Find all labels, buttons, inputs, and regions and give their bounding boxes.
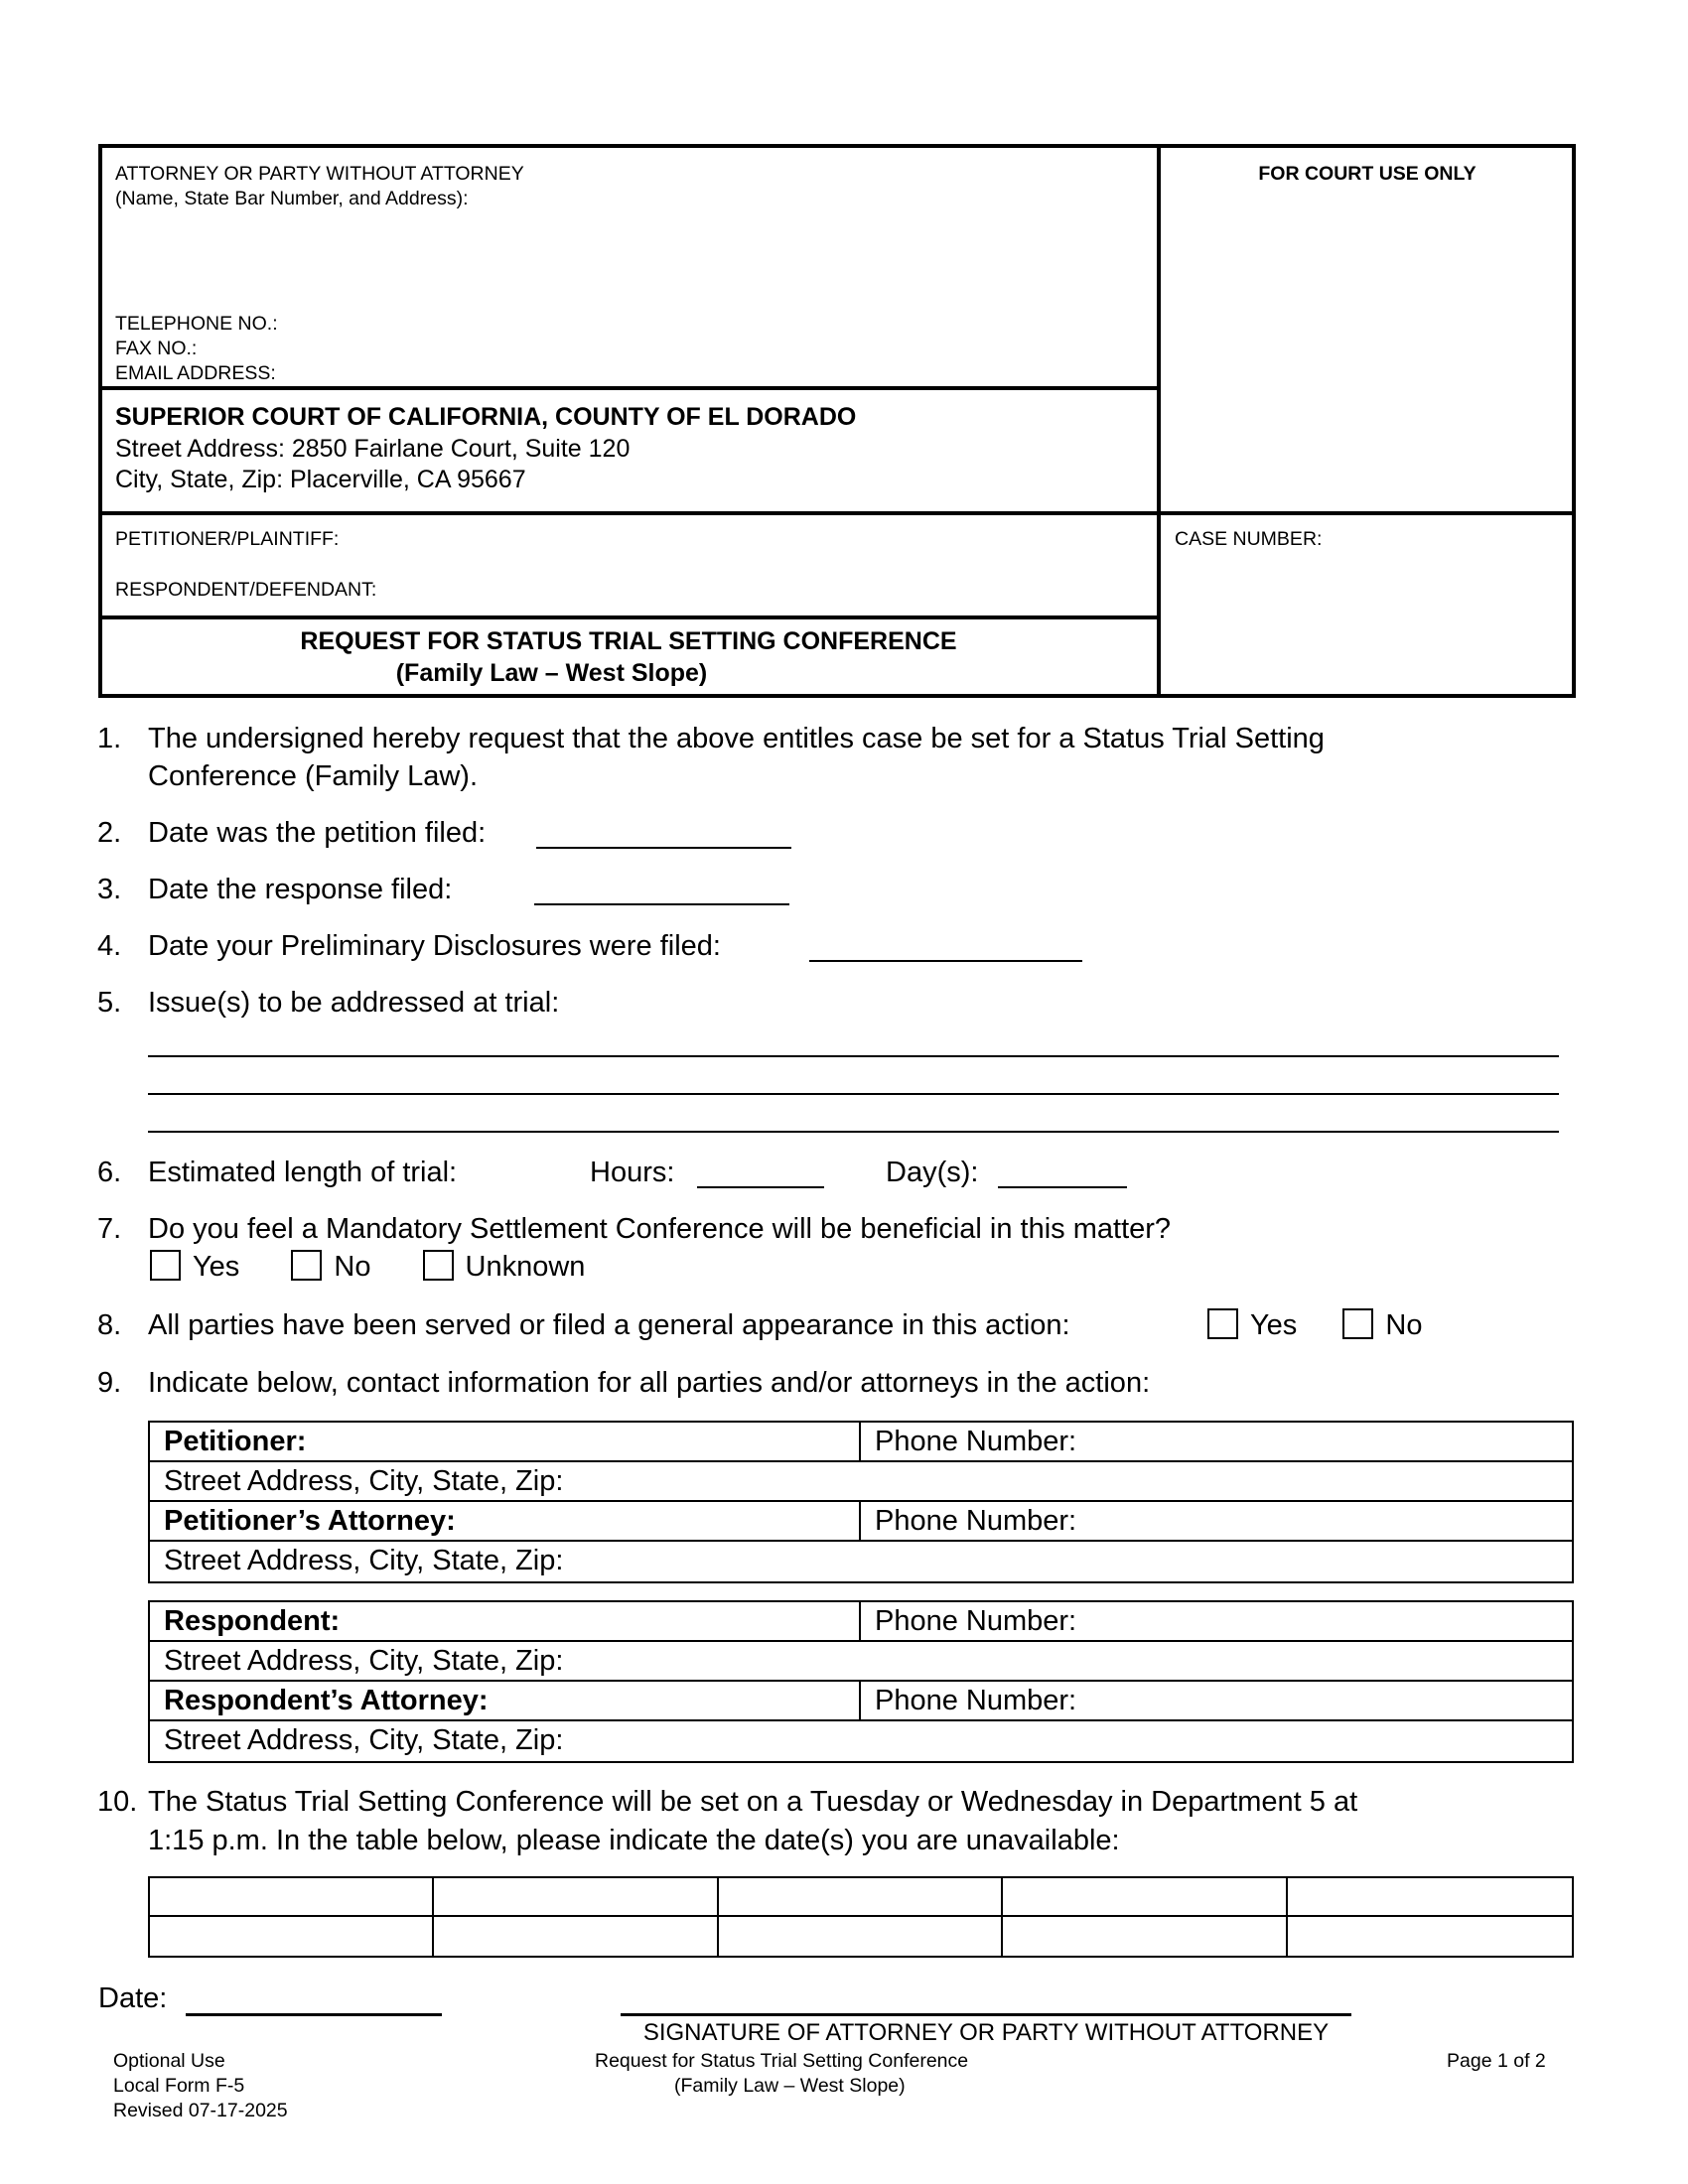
date-cell[interactable] <box>719 1917 1003 1956</box>
court-street: Street Address: 2850 Fairlane Court, Suite 120 <box>115 435 631 463</box>
item-8-text: All parties have been served or filed a general appearance in this action: <box>148 1309 1070 1341</box>
hours-field[interactable] <box>697 1186 824 1188</box>
petition-date-field[interactable] <box>536 847 791 849</box>
unavailable-dates-table <box>148 1876 1574 1958</box>
form-subtitle: (Family Law – West Slope) <box>395 659 708 687</box>
item-number: 10. <box>97 1786 138 1818</box>
phone-label[interactable]: Phone Number: <box>875 1426 1077 1457</box>
page-number: Page 1 of 2 <box>1447 2050 1546 2072</box>
email-label: EMAIL ADDRESS: <box>115 362 276 384</box>
date-cell[interactable] <box>434 1878 718 1917</box>
served-options <box>1207 1306 1422 1344</box>
item-7-text: Do you feel a Mandatory Settlement Conference will be beneficial in this matter? <box>148 1213 1172 1245</box>
days-field[interactable] <box>998 1186 1127 1188</box>
signature-label: SIGNATURE OF ATTORNEY OR PARTY WITHOUT ATTORNEY <box>642 2019 1330 2046</box>
item-number: 8. <box>97 1309 122 1341</box>
court-use-label: FOR COURT USE ONLY <box>1258 163 1477 185</box>
petitioner-attorney-label[interactable]: Petitioner’s Attorney: <box>150 1502 861 1540</box>
date-cell[interactable] <box>434 1917 718 1956</box>
date-cell[interactable] <box>1003 1878 1287 1917</box>
served-no-checkbox[interactable] <box>1342 1308 1373 1339</box>
petitioner-contact-table <box>148 1421 1574 1583</box>
respondent-label[interactable]: Respondent: <box>150 1602 861 1640</box>
date-cell[interactable] <box>150 1917 434 1956</box>
phone-label[interactable]: Phone Number: <box>875 1605 1077 1637</box>
item-10-text-cont: 1:15 p.m. In the table below, please indicate the date(s) you are unavailable: <box>148 1825 1120 1856</box>
item-10-text: The Status Trial Setting Conference will be set on a Tuesday or Wednesday in Department 5 at <box>148 1786 1358 1818</box>
footer-revised: Revised 07-17-2025 <box>113 2100 288 2121</box>
yes-label: Yes <box>1250 1309 1298 1341</box>
court-name: SUPERIOR COURT OF CALIFORNIA, COUNTY OF EL DORADO <box>115 403 857 431</box>
item-number: 7. <box>97 1213 122 1245</box>
issues-line[interactable] <box>148 1131 1559 1133</box>
item-3-text: Date the response filed: <box>148 874 453 905</box>
date-cell[interactable] <box>1003 1917 1287 1956</box>
item-number: 3. <box>97 874 122 905</box>
respondent-attorney-label[interactable]: Respondent’s Attorney: <box>150 1682 861 1719</box>
footer-form-title: Request for Status Trial Setting Conference <box>595 2050 969 2072</box>
item-2-text: Date was the petition filed: <box>148 817 487 849</box>
footer-form-number: Local Form F-5 <box>113 2075 245 2097</box>
msc-yes-checkbox[interactable] <box>150 1250 181 1281</box>
item-4-text: Date your Preliminary Disclosures were filed: <box>148 930 721 962</box>
date-field[interactable] <box>186 2013 442 2016</box>
attorney-label: ATTORNEY OR PARTY WITHOUT ATTORNEY <box>115 163 524 185</box>
item-number: 1. <box>97 723 122 754</box>
issues-line[interactable] <box>148 1055 1559 1057</box>
petitioner-label: PETITIONER/PLAINTIFF: <box>115 528 340 550</box>
form-title: REQUEST FOR STATUS TRIAL SETTING CONFERENCE <box>300 627 957 655</box>
msc-options <box>150 1248 585 1286</box>
respondent-contact-table <box>148 1600 1574 1763</box>
item-number: 6. <box>97 1157 122 1188</box>
days-label: Day(s): <box>886 1157 979 1188</box>
fax-label: FAX NO.: <box>115 338 198 359</box>
item-9-text: Indicate below, contact information for all parties and/or attorneys in the action: <box>148 1367 1151 1399</box>
address-label[interactable]: Street Address, City, State, Zip: <box>164 1465 564 1497</box>
date-label: Date: <box>98 1982 168 2014</box>
msc-no-checkbox[interactable] <box>291 1250 322 1281</box>
item-number: 2. <box>97 817 122 849</box>
telephone-label: TELEPHONE NO.: <box>115 313 278 335</box>
petitioner-label[interactable]: Petitioner: <box>150 1423 861 1460</box>
footer-form-subtitle: (Family Law – West Slope) <box>674 2075 906 2097</box>
item-5-text: Issue(s) to be addressed at trial: <box>148 987 560 1019</box>
date-cell[interactable] <box>1288 1917 1572 1956</box>
attorney-sublabel: (Name, State Bar Number, and Address): <box>115 188 469 209</box>
no-label: No <box>334 1251 371 1283</box>
divider <box>98 386 1159 390</box>
msc-unknown-checkbox[interactable] <box>423 1250 454 1281</box>
hours-label: Hours: <box>590 1157 675 1188</box>
item-number: 9. <box>97 1367 122 1399</box>
respondent-label: RESPONDENT/DEFENDANT: <box>115 579 377 601</box>
address-label[interactable]: Street Address, City, State, Zip: <box>164 1724 564 1756</box>
no-label: No <box>1385 1309 1423 1341</box>
court-city: City, State, Zip: Placerville, CA 95667 <box>115 466 526 493</box>
address-label[interactable]: Street Address, City, State, Zip: <box>164 1545 564 1576</box>
date-cell[interactable] <box>719 1878 1003 1917</box>
item-1-text: The undersigned hereby request that the above entitles case be set for a Status Trial Setting <box>148 723 1325 754</box>
item-1-text-cont: Conference (Family Law). <box>148 760 478 792</box>
served-yes-checkbox[interactable] <box>1207 1308 1238 1339</box>
item-number: 4. <box>97 930 122 962</box>
disclosures-date-field[interactable] <box>809 960 1082 962</box>
response-date-field[interactable] <box>534 903 789 905</box>
signature-field[interactable] <box>621 2013 1351 2016</box>
date-cell[interactable] <box>1288 1878 1572 1917</box>
divider <box>98 615 1159 619</box>
case-number-label: CASE NUMBER: <box>1175 528 1323 550</box>
item-number: 5. <box>97 987 122 1019</box>
phone-label[interactable]: Phone Number: <box>875 1505 1077 1537</box>
yes-label: Yes <box>193 1251 240 1283</box>
divider <box>98 511 1576 515</box>
footer-optional-use: Optional Use <box>113 2050 225 2072</box>
address-label[interactable]: Street Address, City, State, Zip: <box>164 1645 564 1677</box>
phone-label[interactable]: Phone Number: <box>875 1685 1077 1716</box>
item-6-text: Estimated length of trial: <box>148 1157 458 1188</box>
issues-line[interactable] <box>148 1093 1559 1095</box>
unknown-label: Unknown <box>465 1251 586 1283</box>
date-cell[interactable] <box>150 1878 434 1917</box>
